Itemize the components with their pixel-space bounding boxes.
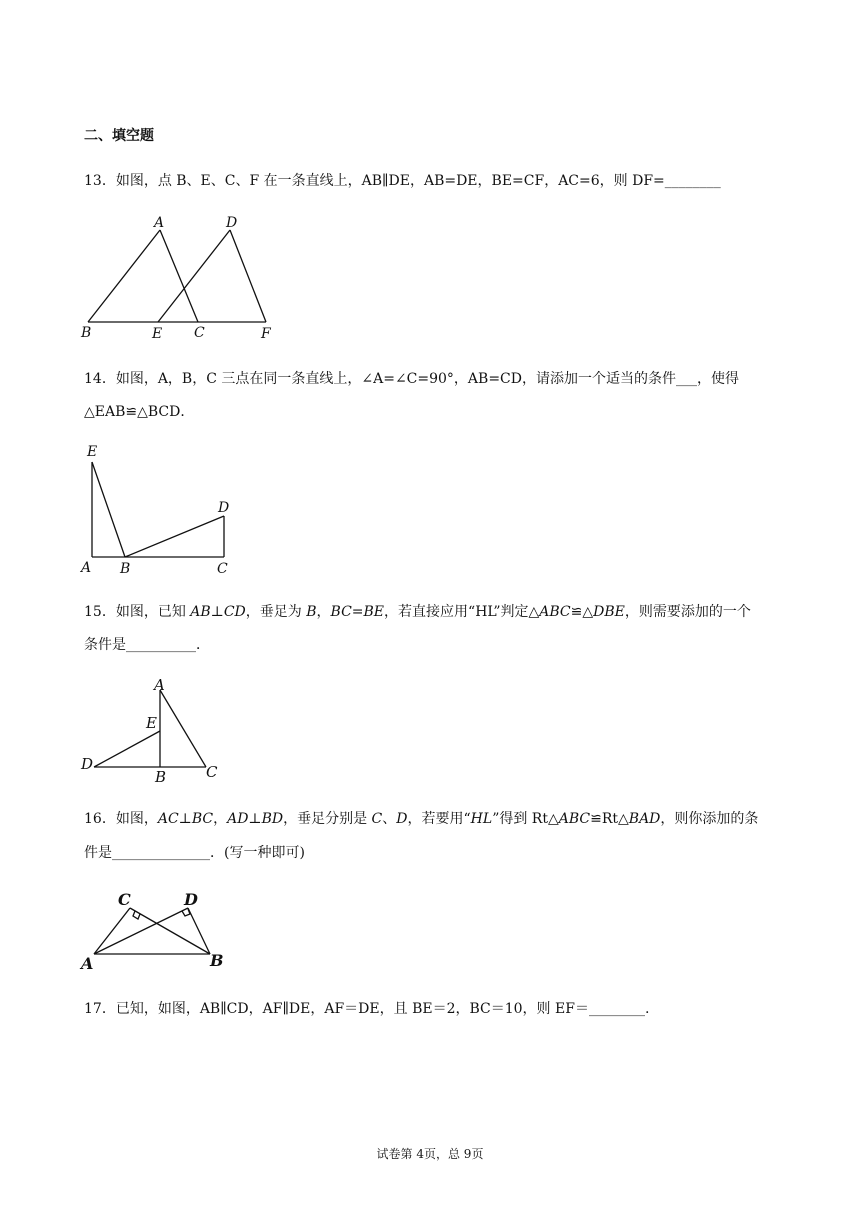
- label-d: D: [218, 500, 230, 516]
- segment-df: [230, 230, 266, 322]
- question-13-text: 13．如图，点 B、E、C、F 在一条直线上，AB∥DE，AB=DE，BE=CF，AC=6，则 DF=________: [84, 173, 721, 189]
- section-title: 二、填空题: [84, 128, 154, 144]
- question-17-text: 17．已知，如图，AB∥CD，AF∥DE，AF＝DE，且 BE＝2，BC＝10，则 EF＝________.: [84, 1001, 650, 1017]
- question-16-figure: [78, 884, 238, 974]
- label-c: C: [118, 890, 131, 909]
- question-14-line2: △EAB≌△BCD．: [84, 404, 195, 420]
- question-16-line2: 件是______________．(写一种即可): [84, 845, 305, 861]
- segment-ac: [160, 690, 206, 767]
- label-d: D: [81, 755, 94, 773]
- label-b: B: [155, 768, 167, 786]
- label-a: A: [81, 560, 92, 576]
- question-15-line1: 15．如图，已知 AB⊥CD，垂足为 B，BC=BE，若直接应用“HL”判定△ABC≌△DBE，则需要添加的一个: [84, 604, 751, 620]
- segment-eb: [92, 462, 125, 557]
- segment-ac: [94, 908, 130, 954]
- question-14-line1: 14．如图，A，B，C 三点在同一条直线上，∠A=∠C=90°，AB=CD，请添加一个适当的条件___，使得: [84, 371, 739, 387]
- label-b: B: [210, 951, 224, 970]
- question-16-line1: 16．如图，AC⊥BC，AD⊥BD，垂足分别是 C、D，若要用“HL”得到 Rt△ABC≌Rt△BAD，则你添加的条: [84, 811, 759, 827]
- segment-ac: [160, 230, 198, 322]
- question-15-figure: [78, 676, 228, 786]
- question-15-line2: 条件是__________．: [84, 637, 210, 653]
- question-13-figure: [78, 212, 288, 344]
- segment-ab: [88, 230, 160, 322]
- label-e: E: [146, 714, 157, 732]
- question-14-figure: [78, 440, 248, 580]
- page-footer: 试卷第 4页，总 9页: [376, 1147, 484, 1161]
- segment-ed: [158, 230, 230, 322]
- label-b: B: [120, 561, 131, 577]
- label-b: B: [81, 325, 92, 341]
- label-c: C: [194, 325, 205, 341]
- label-d: D: [226, 215, 238, 231]
- label-e: E: [87, 444, 98, 460]
- label-a: A: [154, 215, 165, 231]
- label-f: F: [261, 326, 271, 342]
- label-c: C: [217, 561, 228, 577]
- label-d: D: [184, 890, 198, 909]
- segment-de: [94, 731, 160, 767]
- label-c: C: [206, 763, 218, 781]
- label-a: A: [81, 954, 94, 973]
- label-e: E: [152, 326, 163, 342]
- segment-bd: [125, 516, 224, 557]
- label-a: A: [154, 676, 165, 694]
